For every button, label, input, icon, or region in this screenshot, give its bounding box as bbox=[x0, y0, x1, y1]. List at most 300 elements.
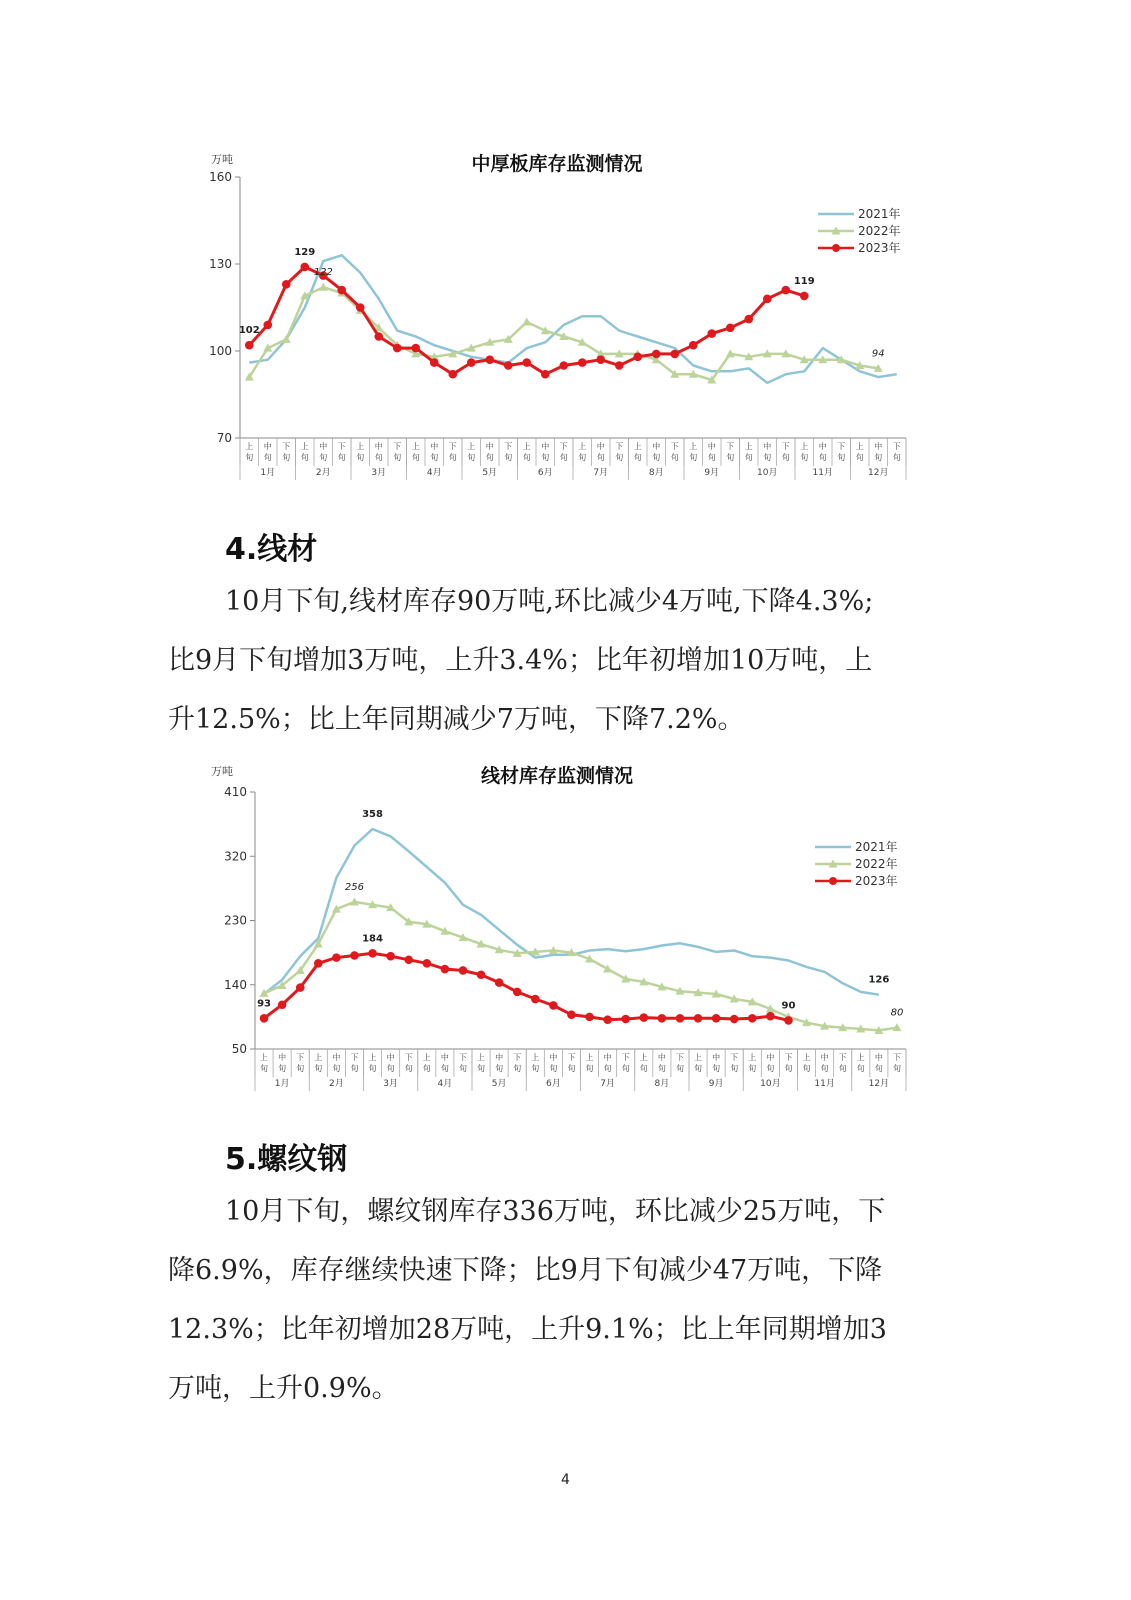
x-tick-label: 下 bbox=[837, 442, 846, 451]
data-point bbox=[422, 959, 431, 968]
legend-label: 2023年 bbox=[855, 874, 898, 888]
data-point bbox=[282, 280, 291, 289]
data-point bbox=[639, 977, 648, 985]
x-tick-label: 旬 bbox=[337, 453, 346, 462]
text-line: 10月下旬,线材库存90万吨,环比减少4万吨,下降4.3%; bbox=[225, 586, 874, 617]
data-point bbox=[368, 949, 377, 958]
series-2021年 bbox=[264, 829, 879, 995]
x-tick-label: 上 bbox=[245, 442, 254, 451]
text-line: 10月下旬，螺纹钢库存336万吨，环比减少25万吨，下 bbox=[225, 1196, 886, 1227]
x-tick-label: 上 bbox=[477, 1053, 486, 1062]
x-tick-label: 旬 bbox=[448, 453, 457, 462]
x-tick-label: 旬 bbox=[282, 453, 291, 462]
x-tick-label: 下 bbox=[675, 1053, 684, 1062]
x-tick-label: 旬 bbox=[585, 1064, 594, 1073]
data-point bbox=[441, 965, 450, 974]
x-tick-label: 旬 bbox=[350, 1064, 359, 1073]
legend-label: 2021年 bbox=[858, 207, 901, 221]
data-point bbox=[748, 997, 757, 1005]
data-label: 93 bbox=[257, 998, 272, 1010]
data-point bbox=[541, 370, 550, 379]
x-tick-label: 上 bbox=[578, 442, 587, 451]
x-tick-label: 旬 bbox=[800, 453, 809, 462]
x-tick-label: 旬 bbox=[802, 1064, 811, 1073]
series-line bbox=[264, 953, 789, 1020]
data-point bbox=[549, 1001, 558, 1010]
data-point bbox=[314, 959, 323, 968]
data-point bbox=[531, 995, 540, 1004]
y-tick-label: 130 bbox=[209, 257, 232, 271]
x-tick-label: 中 bbox=[712, 1053, 721, 1062]
data-point bbox=[603, 1015, 612, 1024]
data-point bbox=[675, 987, 684, 995]
x-tick-label: 旬 bbox=[712, 1064, 721, 1073]
legend bbox=[818, 206, 901, 255]
x-tick-label: 上 bbox=[633, 442, 642, 451]
x-tick-label: 下 bbox=[892, 442, 901, 451]
x-tick-label: 旬 bbox=[522, 453, 531, 462]
section-heading-rebar: 5.螺纹钢 bbox=[225, 1142, 348, 1177]
x-month-label: 5月 bbox=[482, 468, 498, 478]
x-tick-label: 上 bbox=[411, 442, 420, 451]
series-line bbox=[264, 829, 879, 995]
x-tick-label: 旬 bbox=[670, 453, 679, 462]
y-tick-label: 70 bbox=[216, 431, 232, 445]
text-line: 升12.5%；比上年同期减少7万吨，下降7.2%。 bbox=[168, 704, 745, 735]
x-month-label: 10月 bbox=[760, 1079, 781, 1089]
data-label: 358 bbox=[362, 809, 383, 821]
data-point bbox=[763, 295, 772, 304]
data-point bbox=[337, 286, 346, 295]
series-line bbox=[264, 902, 897, 1031]
data-point bbox=[694, 988, 703, 996]
x-tick-label: 旬 bbox=[874, 453, 883, 462]
data-point bbox=[440, 927, 449, 935]
x-tick-label: 下 bbox=[892, 1053, 901, 1062]
x-month-label: 4月 bbox=[437, 1079, 453, 1089]
data-point bbox=[393, 344, 402, 353]
x-tick-label: 下 bbox=[670, 442, 679, 451]
x-month-label: 10月 bbox=[757, 468, 778, 478]
page-number: 4 bbox=[561, 1472, 570, 1488]
data-point bbox=[694, 1014, 703, 1023]
x-tick-label: 旬 bbox=[422, 1064, 431, 1073]
x-tick-label: 旬 bbox=[639, 1064, 648, 1073]
data-point bbox=[531, 947, 540, 955]
x-month-label: 8月 bbox=[654, 1079, 670, 1089]
x-tick-label: 旬 bbox=[820, 1064, 829, 1073]
legend-marker bbox=[829, 877, 837, 885]
y-unit-label: 万吨 bbox=[211, 765, 233, 778]
data-point bbox=[296, 966, 305, 974]
x-month-label: 7月 bbox=[593, 468, 609, 478]
text-line: 降6.9%，库存继续快速下降；比9月下旬减少47万吨，下降 bbox=[168, 1255, 883, 1286]
x-month-label: 4月 bbox=[426, 468, 442, 478]
x-tick-label: 下 bbox=[781, 442, 790, 451]
series-2023年 bbox=[260, 949, 796, 1025]
x-month-label: 1月 bbox=[274, 1079, 290, 1089]
x-tick-label: 旬 bbox=[874, 1064, 883, 1073]
data-point bbox=[633, 353, 642, 362]
data-label: 119 bbox=[793, 275, 815, 287]
x-tick-label: 旬 bbox=[332, 1064, 341, 1073]
x-tick-label: 下 bbox=[393, 442, 402, 451]
data-label: 126 bbox=[868, 974, 890, 986]
x-tick-label: 旬 bbox=[549, 1064, 558, 1073]
x-month-label: 3月 bbox=[371, 468, 387, 478]
x-tick-label: 旬 bbox=[531, 1064, 540, 1073]
data-point bbox=[278, 981, 287, 989]
data-point bbox=[781, 286, 790, 295]
legend-label: 2021年 bbox=[855, 840, 898, 854]
x-tick-label: 上 bbox=[260, 1053, 269, 1062]
x-tick-label: 中 bbox=[541, 442, 550, 451]
x-tick-label: 下 bbox=[448, 442, 457, 451]
x-tick-label: 旬 bbox=[368, 1064, 377, 1073]
x-tick-label: 中 bbox=[603, 1053, 612, 1062]
data-point bbox=[319, 283, 328, 291]
x-tick-label: 旬 bbox=[245, 453, 254, 462]
data-point bbox=[730, 1015, 739, 1024]
data-point bbox=[522, 358, 531, 367]
data-point bbox=[513, 949, 522, 957]
data-point bbox=[820, 1022, 829, 1030]
data-point bbox=[522, 318, 531, 326]
data-point bbox=[744, 315, 753, 324]
section-text-rebar bbox=[168, 1182, 968, 1418]
x-tick-label: 旬 bbox=[689, 453, 698, 462]
x-tick-label: 上 bbox=[802, 1053, 811, 1062]
x-tick-label: 下 bbox=[404, 1053, 413, 1062]
x-tick-label: 旬 bbox=[430, 453, 439, 462]
data-label: 102 bbox=[238, 325, 260, 337]
data-point bbox=[411, 344, 420, 353]
x-month-label: 6月 bbox=[546, 1079, 561, 1089]
data-point bbox=[856, 1025, 865, 1033]
x-tick-label: 旬 bbox=[314, 1064, 323, 1073]
x-tick-label: 下 bbox=[567, 1053, 576, 1062]
legend-marker bbox=[829, 860, 838, 868]
data-point bbox=[615, 361, 624, 370]
x-tick-label: 中 bbox=[319, 442, 328, 451]
x-tick-label: 旬 bbox=[707, 453, 716, 462]
x-tick-label: 旬 bbox=[652, 453, 661, 462]
x-tick-label: 旬 bbox=[356, 453, 365, 462]
data-point bbox=[513, 988, 522, 997]
x-tick-label: 中 bbox=[874, 1053, 883, 1062]
x-month-label: 5月 bbox=[491, 1079, 507, 1089]
x-tick-label: 旬 bbox=[596, 453, 605, 462]
x-month-label: 1月 bbox=[260, 468, 276, 478]
x-month-label: 9月 bbox=[704, 468, 720, 478]
x-tick-label: 旬 bbox=[495, 1064, 504, 1073]
data-point bbox=[422, 920, 431, 928]
data-point bbox=[766, 1012, 775, 1021]
x-tick-label: 上 bbox=[300, 442, 309, 451]
x-tick-label: 中 bbox=[652, 442, 661, 451]
x-tick-label: 上 bbox=[856, 1053, 865, 1062]
data-point bbox=[430, 358, 439, 367]
x-tick-label: 下 bbox=[726, 442, 735, 451]
data-point bbox=[404, 955, 413, 964]
data-point bbox=[477, 940, 486, 948]
data-point bbox=[477, 970, 486, 979]
x-tick-label: 旬 bbox=[404, 1064, 413, 1073]
x-tick-label: 中 bbox=[495, 1053, 504, 1062]
x-tick-label: 中 bbox=[596, 442, 605, 451]
data-point bbox=[712, 1014, 721, 1023]
x-tick-label: 旬 bbox=[458, 1064, 467, 1073]
x-tick-label: 中 bbox=[820, 1053, 829, 1062]
x-tick-label: 上 bbox=[467, 442, 476, 451]
data-point bbox=[404, 917, 413, 925]
x-tick-label: 旬 bbox=[837, 453, 846, 462]
data-point bbox=[766, 1005, 775, 1013]
x-tick-label: 上 bbox=[800, 442, 809, 451]
x-tick-label: 上 bbox=[689, 442, 698, 451]
x-month-label: 2月 bbox=[315, 468, 331, 478]
x-tick-label: 旬 bbox=[319, 453, 328, 462]
x-tick-label: 中 bbox=[818, 442, 827, 451]
data-point bbox=[603, 965, 612, 973]
x-tick-label: 下 bbox=[513, 1053, 522, 1062]
data-point bbox=[260, 1014, 269, 1023]
x-tick-label: 旬 bbox=[513, 1064, 522, 1073]
x-tick-label: 中 bbox=[430, 442, 439, 451]
x-month-label: 8月 bbox=[648, 468, 664, 478]
x-tick-label: 中 bbox=[263, 442, 272, 451]
x-tick-label: 上 bbox=[694, 1053, 703, 1062]
x-tick-label: 旬 bbox=[675, 1064, 684, 1073]
x-tick-label: 旬 bbox=[278, 1064, 287, 1073]
data-point bbox=[567, 948, 576, 956]
section-text-wire-rod bbox=[168, 572, 968, 749]
x-tick-label: 旬 bbox=[855, 453, 864, 462]
x-tick-label: 中 bbox=[485, 442, 494, 451]
x-month-label: 3月 bbox=[383, 1079, 398, 1089]
x-month-label: 7月 bbox=[600, 1079, 615, 1089]
y-tick-label: 230 bbox=[224, 913, 247, 928]
data-point bbox=[300, 263, 309, 272]
data-point bbox=[621, 1015, 630, 1024]
x-tick-label: 中 bbox=[763, 442, 772, 451]
x-tick-label: 中 bbox=[766, 1053, 775, 1062]
x-tick-label: 上 bbox=[356, 442, 365, 451]
data-point bbox=[670, 350, 679, 359]
x-tick-label: 旬 bbox=[559, 453, 568, 462]
y-tick-label: 410 bbox=[224, 785, 247, 799]
x-tick-label: 上 bbox=[855, 442, 864, 451]
x-tick-label: 旬 bbox=[263, 453, 272, 462]
data-point bbox=[314, 940, 323, 948]
data-point bbox=[676, 1014, 685, 1023]
data-point bbox=[386, 903, 395, 911]
data-point bbox=[263, 321, 272, 330]
data-point bbox=[748, 1014, 757, 1023]
x-tick-label: 旬 bbox=[393, 453, 402, 462]
x-tick-label: 旬 bbox=[781, 453, 790, 462]
data-point bbox=[658, 1014, 667, 1023]
x-month-label: 11月 bbox=[812, 468, 833, 478]
x-month-label: 12月 bbox=[868, 468, 889, 478]
data-point bbox=[800, 292, 809, 301]
x-tick-label: 旬 bbox=[892, 453, 901, 462]
data-point bbox=[386, 952, 395, 961]
x-tick-label: 下 bbox=[504, 442, 513, 451]
data-point bbox=[707, 329, 716, 338]
x-tick-label: 旬 bbox=[744, 453, 753, 462]
x-tick-label: 旬 bbox=[730, 1064, 739, 1073]
x-tick-label: 旬 bbox=[467, 453, 476, 462]
x-tick-label: 中 bbox=[386, 1053, 395, 1062]
data-point bbox=[652, 350, 661, 359]
data-point bbox=[332, 905, 341, 913]
x-tick-label: 中 bbox=[374, 442, 383, 451]
x-tick-label: 旬 bbox=[784, 1064, 793, 1073]
x-month-label: 12月 bbox=[868, 1079, 890, 1089]
data-point bbox=[485, 355, 494, 364]
x-tick-label: 上 bbox=[585, 1053, 594, 1062]
legend-label: 2022年 bbox=[855, 857, 898, 871]
x-tick-label: 旬 bbox=[504, 453, 513, 462]
data-point bbox=[712, 990, 721, 998]
x-tick-label: 下 bbox=[559, 442, 568, 451]
x-tick-label: 旬 bbox=[766, 1064, 775, 1073]
x-tick-label: 中 bbox=[657, 1053, 666, 1062]
data-point bbox=[596, 355, 605, 364]
x-tick-label: 旬 bbox=[615, 453, 624, 462]
x-tick-label: 上 bbox=[314, 1053, 323, 1062]
data-point bbox=[657, 982, 666, 990]
x-tick-label: 旬 bbox=[567, 1064, 576, 1073]
x-tick-label: 中 bbox=[874, 442, 883, 451]
data-label: 256 bbox=[344, 881, 365, 893]
y-tick-label: 140 bbox=[224, 977, 247, 992]
data-point bbox=[350, 897, 359, 905]
x-tick-label: 下 bbox=[458, 1053, 467, 1062]
data-point bbox=[278, 1000, 287, 1009]
data-point bbox=[368, 900, 377, 908]
x-tick-label: 旬 bbox=[296, 1064, 305, 1073]
x-tick-label: 下 bbox=[282, 442, 291, 451]
data-point bbox=[567, 1010, 576, 1019]
x-tick-label: 旬 bbox=[411, 453, 420, 462]
x-month-label: 6月 bbox=[537, 468, 553, 478]
x-tick-label: 下 bbox=[337, 442, 346, 451]
x-month-label: 9月 bbox=[708, 1079, 724, 1089]
x-tick-label: 旬 bbox=[300, 453, 309, 462]
x-tick-label: 下 bbox=[784, 1053, 793, 1062]
data-point bbox=[874, 1026, 883, 1034]
data-label: 90 bbox=[781, 1000, 796, 1012]
x-tick-label: 下 bbox=[730, 1053, 739, 1062]
data-point bbox=[374, 332, 383, 341]
x-tick-label: 下 bbox=[296, 1053, 305, 1062]
x-tick-label: 下 bbox=[621, 1053, 630, 1062]
data-point bbox=[892, 1023, 901, 1031]
data-point bbox=[784, 1012, 793, 1020]
x-tick-label: 中 bbox=[549, 1053, 558, 1062]
data-point bbox=[639, 1013, 648, 1022]
series-2022年 bbox=[260, 897, 902, 1033]
x-month-label: 11月 bbox=[814, 1079, 835, 1089]
data-point bbox=[559, 361, 568, 370]
y-tick-label: 160 bbox=[209, 170, 232, 184]
data-point bbox=[784, 1016, 793, 1025]
x-tick-label: 中 bbox=[440, 1053, 449, 1062]
data-point bbox=[495, 978, 504, 987]
data-point bbox=[578, 358, 587, 367]
data-point bbox=[350, 951, 359, 960]
y-tick-label: 320 bbox=[224, 849, 247, 864]
data-point bbox=[726, 324, 735, 333]
legend-marker bbox=[832, 244, 840, 252]
x-tick-label: 旬 bbox=[748, 1064, 757, 1073]
x-tick-label: 上 bbox=[639, 1053, 648, 1062]
x-tick-label: 旬 bbox=[726, 453, 735, 462]
x-tick-label: 中 bbox=[707, 442, 716, 451]
x-tick-label: 旬 bbox=[374, 453, 383, 462]
data-point bbox=[245, 341, 254, 350]
data-label: 184 bbox=[362, 933, 383, 945]
data-point bbox=[838, 1023, 847, 1031]
x-tick-label: 下 bbox=[838, 1053, 847, 1062]
x-tick-label: 旬 bbox=[260, 1064, 269, 1073]
data-point bbox=[356, 303, 365, 312]
data-point bbox=[260, 989, 269, 997]
data-label: 122 bbox=[313, 267, 333, 279]
data-label: 94 bbox=[871, 348, 885, 360]
x-tick-label: 旬 bbox=[856, 1064, 865, 1073]
x-tick-label: 旬 bbox=[386, 1064, 395, 1073]
data-point bbox=[621, 975, 630, 983]
data-point bbox=[332, 953, 341, 962]
x-tick-label: 旬 bbox=[657, 1064, 666, 1073]
chart-title: 线材库存监测情况 bbox=[480, 765, 634, 787]
y-tick-label: 50 bbox=[231, 1042, 247, 1056]
data-point bbox=[296, 983, 305, 992]
section-heading-wire-rod: 4.线材 bbox=[225, 532, 318, 567]
chart-0 bbox=[209, 152, 906, 480]
chart-plate-inventory bbox=[0, 0, 1131, 500]
data-point bbox=[448, 370, 457, 379]
data-point bbox=[495, 945, 504, 953]
x-tick-label: 旬 bbox=[440, 1064, 449, 1073]
data-point bbox=[459, 966, 468, 975]
legend-label: 2022年 bbox=[858, 224, 901, 238]
x-tick-label: 上 bbox=[422, 1053, 431, 1062]
x-tick-label: 上 bbox=[368, 1053, 377, 1062]
x-tick-label: 旬 bbox=[892, 1064, 901, 1073]
x-tick-label: 旬 bbox=[838, 1064, 847, 1073]
text-line: 12.3%；比年初增加28万吨，上升9.1%；比上年同期增加3 bbox=[168, 1314, 887, 1345]
data-point bbox=[730, 995, 739, 1003]
y-unit-label: 万吨 bbox=[211, 153, 233, 166]
x-tick-label: 中 bbox=[332, 1053, 341, 1062]
x-tick-label: 旬 bbox=[621, 1064, 630, 1073]
chart-1 bbox=[211, 764, 906, 1091]
legend-label: 2023年 bbox=[858, 241, 901, 255]
legend bbox=[815, 839, 898, 888]
data-point bbox=[802, 1018, 811, 1026]
x-tick-label: 下 bbox=[350, 1053, 359, 1062]
x-tick-label: 上 bbox=[744, 442, 753, 451]
x-tick-label: 上 bbox=[748, 1053, 757, 1062]
text-line: 比9月下旬增加3万吨，上升3.4%；比年初增加10万吨，上 bbox=[168, 645, 873, 676]
x-tick-label: 旬 bbox=[541, 453, 550, 462]
x-tick-label: 旬 bbox=[818, 453, 827, 462]
data-point bbox=[585, 1013, 594, 1022]
